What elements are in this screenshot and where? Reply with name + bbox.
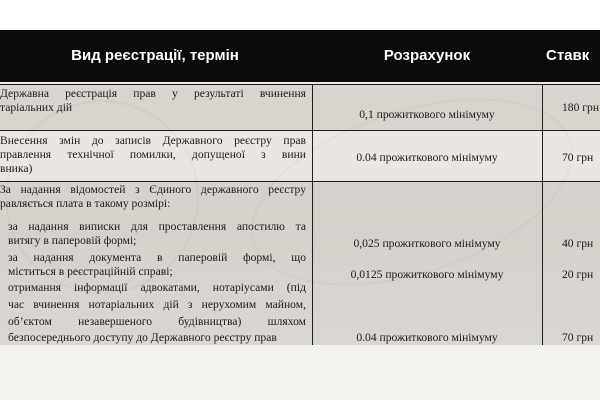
row3-desc-line4: витягу в паперовій формі; [8,234,137,247]
row-divider [0,130,600,131]
row3-desc-line5: за надання документа в паперовій формі, що [8,251,306,264]
column-divider [312,84,313,345]
row3-desc-line9: об’єктом незавершеного будівництва) шляхом [8,315,306,328]
row1-calculation: 0,1 прожиткового мінімуму [359,108,495,121]
row3-desc-line6: міститься в реєстраційній справі; [8,265,173,278]
header-calculation: Розрахунок [383,47,471,64]
row2-desc-line3: вника) [0,162,33,175]
row3-calculation-3: 0.04 прожиткового мінімуму [356,331,498,344]
row3-desc-line2: равляється плата в такому розмірі: [0,197,171,210]
header-type: Вид реєстрації, термін [71,47,239,64]
row3-desc-line7: отримання інформації адвокатами, нотаріусами (під [8,281,306,294]
row3-rate-1: 40 грн [562,237,594,250]
row1-desc-line2: таріальних дій [0,101,73,114]
bottom-margin [0,345,600,400]
column-divider [542,84,543,345]
row-divider [0,181,600,182]
row2-rate: 70 грн [562,151,594,164]
top-margin [0,0,600,30]
row3-rate-2: 20 грн [562,268,594,281]
row3-calculation-1: 0,025 прожиткового мінімуму [353,237,501,250]
row3-desc-line3: за надання виписки для проставлення апостилю та [8,220,306,233]
row1-rate: 180 грн [562,101,600,114]
row3-desc-line1: За надання відомостей з Єдиного державного реєстру [0,183,306,196]
row3-desc-line8: час вчинення нотаріальних дій з нерухомим майном, [8,298,306,311]
row3-rate-3: 70 грн [562,331,594,344]
row1-desc-line1: Державна реєстрація прав у результаті вчинення [0,87,306,100]
row2-desc-line2: правлення технічної помилки, допущеної з вини [0,148,306,161]
row3-desc-line10: безпосереднього доступу до Державного реєстру прав [8,331,277,344]
row3-calculation-2: 0,0125 прожиткового мінімуму [350,268,504,281]
table-header [0,30,600,82]
header-rate: Ставк [546,47,590,64]
row2-desc-line1: Внесення змін до записів Державного реєстру прав [0,134,306,147]
row-divider [0,84,600,85]
row2-calculation: 0.04 прожиткового мінімуму [356,151,498,164]
